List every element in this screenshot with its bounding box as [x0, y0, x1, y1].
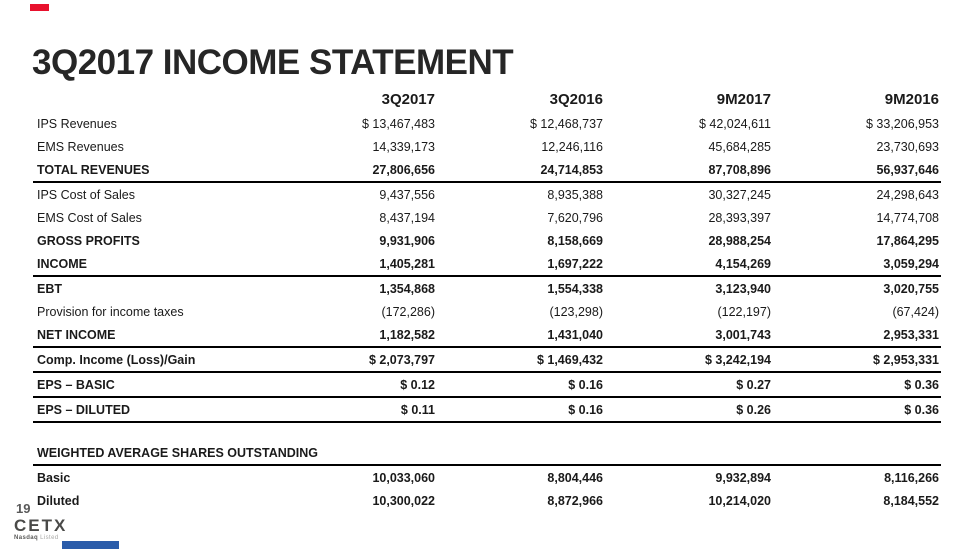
row-label: INCOME — [33, 252, 269, 276]
spacer-cell — [33, 422, 941, 441]
cell-value: 8,184,552 — [883, 493, 939, 508]
row-label: Provision for income taxes — [37, 304, 184, 319]
row-label: EBT — [37, 281, 62, 296]
slide-title: 3Q2017 INCOME STATEMENT — [32, 43, 514, 83]
cell-value: 3,059,294 — [773, 252, 941, 276]
cell-value: 17,864,295 — [876, 233, 939, 248]
row-label: EMS Cost of Sales — [37, 210, 142, 225]
cell-value: 3,001,743 — [605, 323, 773, 347]
cell-value: (172,286) — [381, 304, 435, 319]
column-header: 3Q2017 — [381, 91, 435, 108]
row-label: Diluted — [37, 493, 80, 508]
nasdaq-listed-label — [14, 535, 67, 541]
cell-value: 9,932,894 — [715, 470, 771, 485]
cell-value: 9,931,906 — [379, 233, 435, 248]
spacer-row — [33, 422, 941, 441]
cell-value: 10,214,020 — [708, 493, 771, 508]
cell-value: $ 1,469,432 — [437, 347, 605, 372]
red-accent-bar — [30, 4, 49, 11]
blue-accent-bar — [62, 541, 119, 549]
cetx-logo — [14, 517, 67, 541]
cell-value: 8,437,194 — [379, 210, 435, 225]
table-row — [33, 158, 941, 182]
cell-value: 28,393,397 — [708, 210, 771, 225]
row-label: Basic — [37, 470, 71, 485]
cell-value: 7,620,796 — [547, 210, 603, 225]
cell-value: 8,872,966 — [547, 493, 603, 508]
cell-value: 30,327,245 — [708, 187, 771, 202]
cell-value: 12,246,116 — [541, 139, 603, 154]
cell-value: 8,804,446 — [547, 470, 603, 485]
table-row — [33, 206, 941, 229]
row-label: EMS Revenues — [37, 139, 124, 154]
row-label: WEIGHTED AVERAGE SHARES OUTSTANDING — [33, 441, 941, 465]
table-body — [33, 112, 941, 512]
cell-value: (67,424) — [892, 304, 939, 319]
cell-value: $ 42,024,611 — [698, 116, 771, 131]
table-row — [33, 135, 941, 158]
cell-value: 1,431,040 — [437, 323, 605, 347]
cell-value: 1,554,338 — [547, 281, 603, 296]
cell-value: 2,953,331 — [773, 323, 941, 347]
cell-value: 3,123,940 — [715, 281, 771, 296]
income-statement-table — [33, 78, 941, 512]
table-row — [33, 182, 941, 206]
cell-value: (123,298) — [549, 304, 603, 319]
label-column-header — [33, 78, 269, 112]
table-row — [33, 489, 941, 512]
nasdaq-label: Nasdaq — [14, 535, 39, 541]
table-head-row — [33, 78, 941, 112]
cell-value: 28,988,254 — [708, 233, 771, 248]
cell-value: $ 13,467,483 — [362, 116, 435, 131]
cell-value: $ 3,242,194 — [605, 347, 773, 372]
cell-value: 23,730,693 — [876, 139, 939, 154]
cell-value: $ 0.36 — [773, 397, 941, 422]
listed-label: Listed — [40, 535, 59, 541]
cell-value: 1,182,582 — [269, 323, 437, 347]
row-label: GROSS PROFITS — [37, 233, 140, 248]
table-row — [33, 347, 941, 372]
row-label: IPS Cost of Sales — [37, 187, 135, 202]
table-row — [33, 465, 941, 489]
cell-value: $ 2,073,797 — [269, 347, 437, 372]
cell-value: $ 33,206,953 — [866, 116, 939, 131]
cell-value: $ 0.12 — [269, 372, 437, 397]
row-label: EPS – DILUTED — [33, 397, 269, 422]
column-header: 3Q2016 — [549, 91, 603, 108]
cell-value: 3,020,755 — [883, 281, 939, 296]
cell-value: $ 2,953,331 — [773, 347, 941, 372]
table-row — [33, 300, 941, 323]
section-header-row — [33, 441, 941, 465]
cell-value: 27,806,656 — [269, 158, 437, 182]
cell-value: 10,033,060 — [372, 470, 435, 485]
cell-value: 9,437,556 — [379, 187, 435, 202]
cell-value: 8,116,266 — [884, 470, 939, 485]
cell-value: 24,714,853 — [437, 158, 605, 182]
table-row — [33, 276, 941, 300]
cell-value: $ 0.26 — [605, 397, 773, 422]
row-label: NET INCOME — [33, 323, 269, 347]
cell-value: (122,197) — [717, 304, 771, 319]
table-row — [33, 323, 941, 347]
column-header: 9M2016 — [884, 91, 939, 108]
cell-value: $ 0.11 — [269, 397, 437, 422]
cell-value: 8,935,388 — [547, 187, 603, 202]
cell-value: 14,774,708 — [876, 210, 939, 225]
cell-value: 56,937,646 — [773, 158, 941, 182]
cell-value: $ 0.27 — [605, 372, 773, 397]
cell-value: 45,684,285 — [708, 139, 771, 154]
cetx-logo-text: CETX — [14, 516, 68, 535]
table-row — [33, 397, 941, 422]
cell-value: 14,339,173 — [372, 139, 435, 154]
table-row — [33, 112, 941, 135]
cell-value: 1,697,222 — [437, 252, 605, 276]
table-row — [33, 252, 941, 276]
cell-value: 10,300,022 — [372, 493, 435, 508]
cell-value: 1,354,868 — [379, 281, 435, 296]
cell-value: 24,298,643 — [876, 187, 939, 202]
cell-value: $ 0.16 — [437, 397, 605, 422]
cell-value: $ 0.16 — [437, 372, 605, 397]
cell-value: 4,154,269 — [605, 252, 773, 276]
table-row — [33, 229, 941, 252]
row-label: Comp. Income (Loss)/Gain — [33, 347, 269, 372]
cell-value: $ 0.36 — [773, 372, 941, 397]
cell-value: 8,158,669 — [547, 233, 603, 248]
row-label: IPS Revenues — [37, 116, 117, 131]
column-header: 9M2017 — [716, 91, 771, 108]
row-label: EPS – BASIC — [33, 372, 269, 397]
row-label: TOTAL REVENUES — [33, 158, 269, 182]
page-number: 19 — [16, 501, 31, 516]
cell-value: 87,708,896 — [605, 158, 773, 182]
cell-value: $ 12,468,737 — [530, 116, 603, 131]
table-row — [33, 372, 941, 397]
cell-value: 1,405,281 — [269, 252, 437, 276]
